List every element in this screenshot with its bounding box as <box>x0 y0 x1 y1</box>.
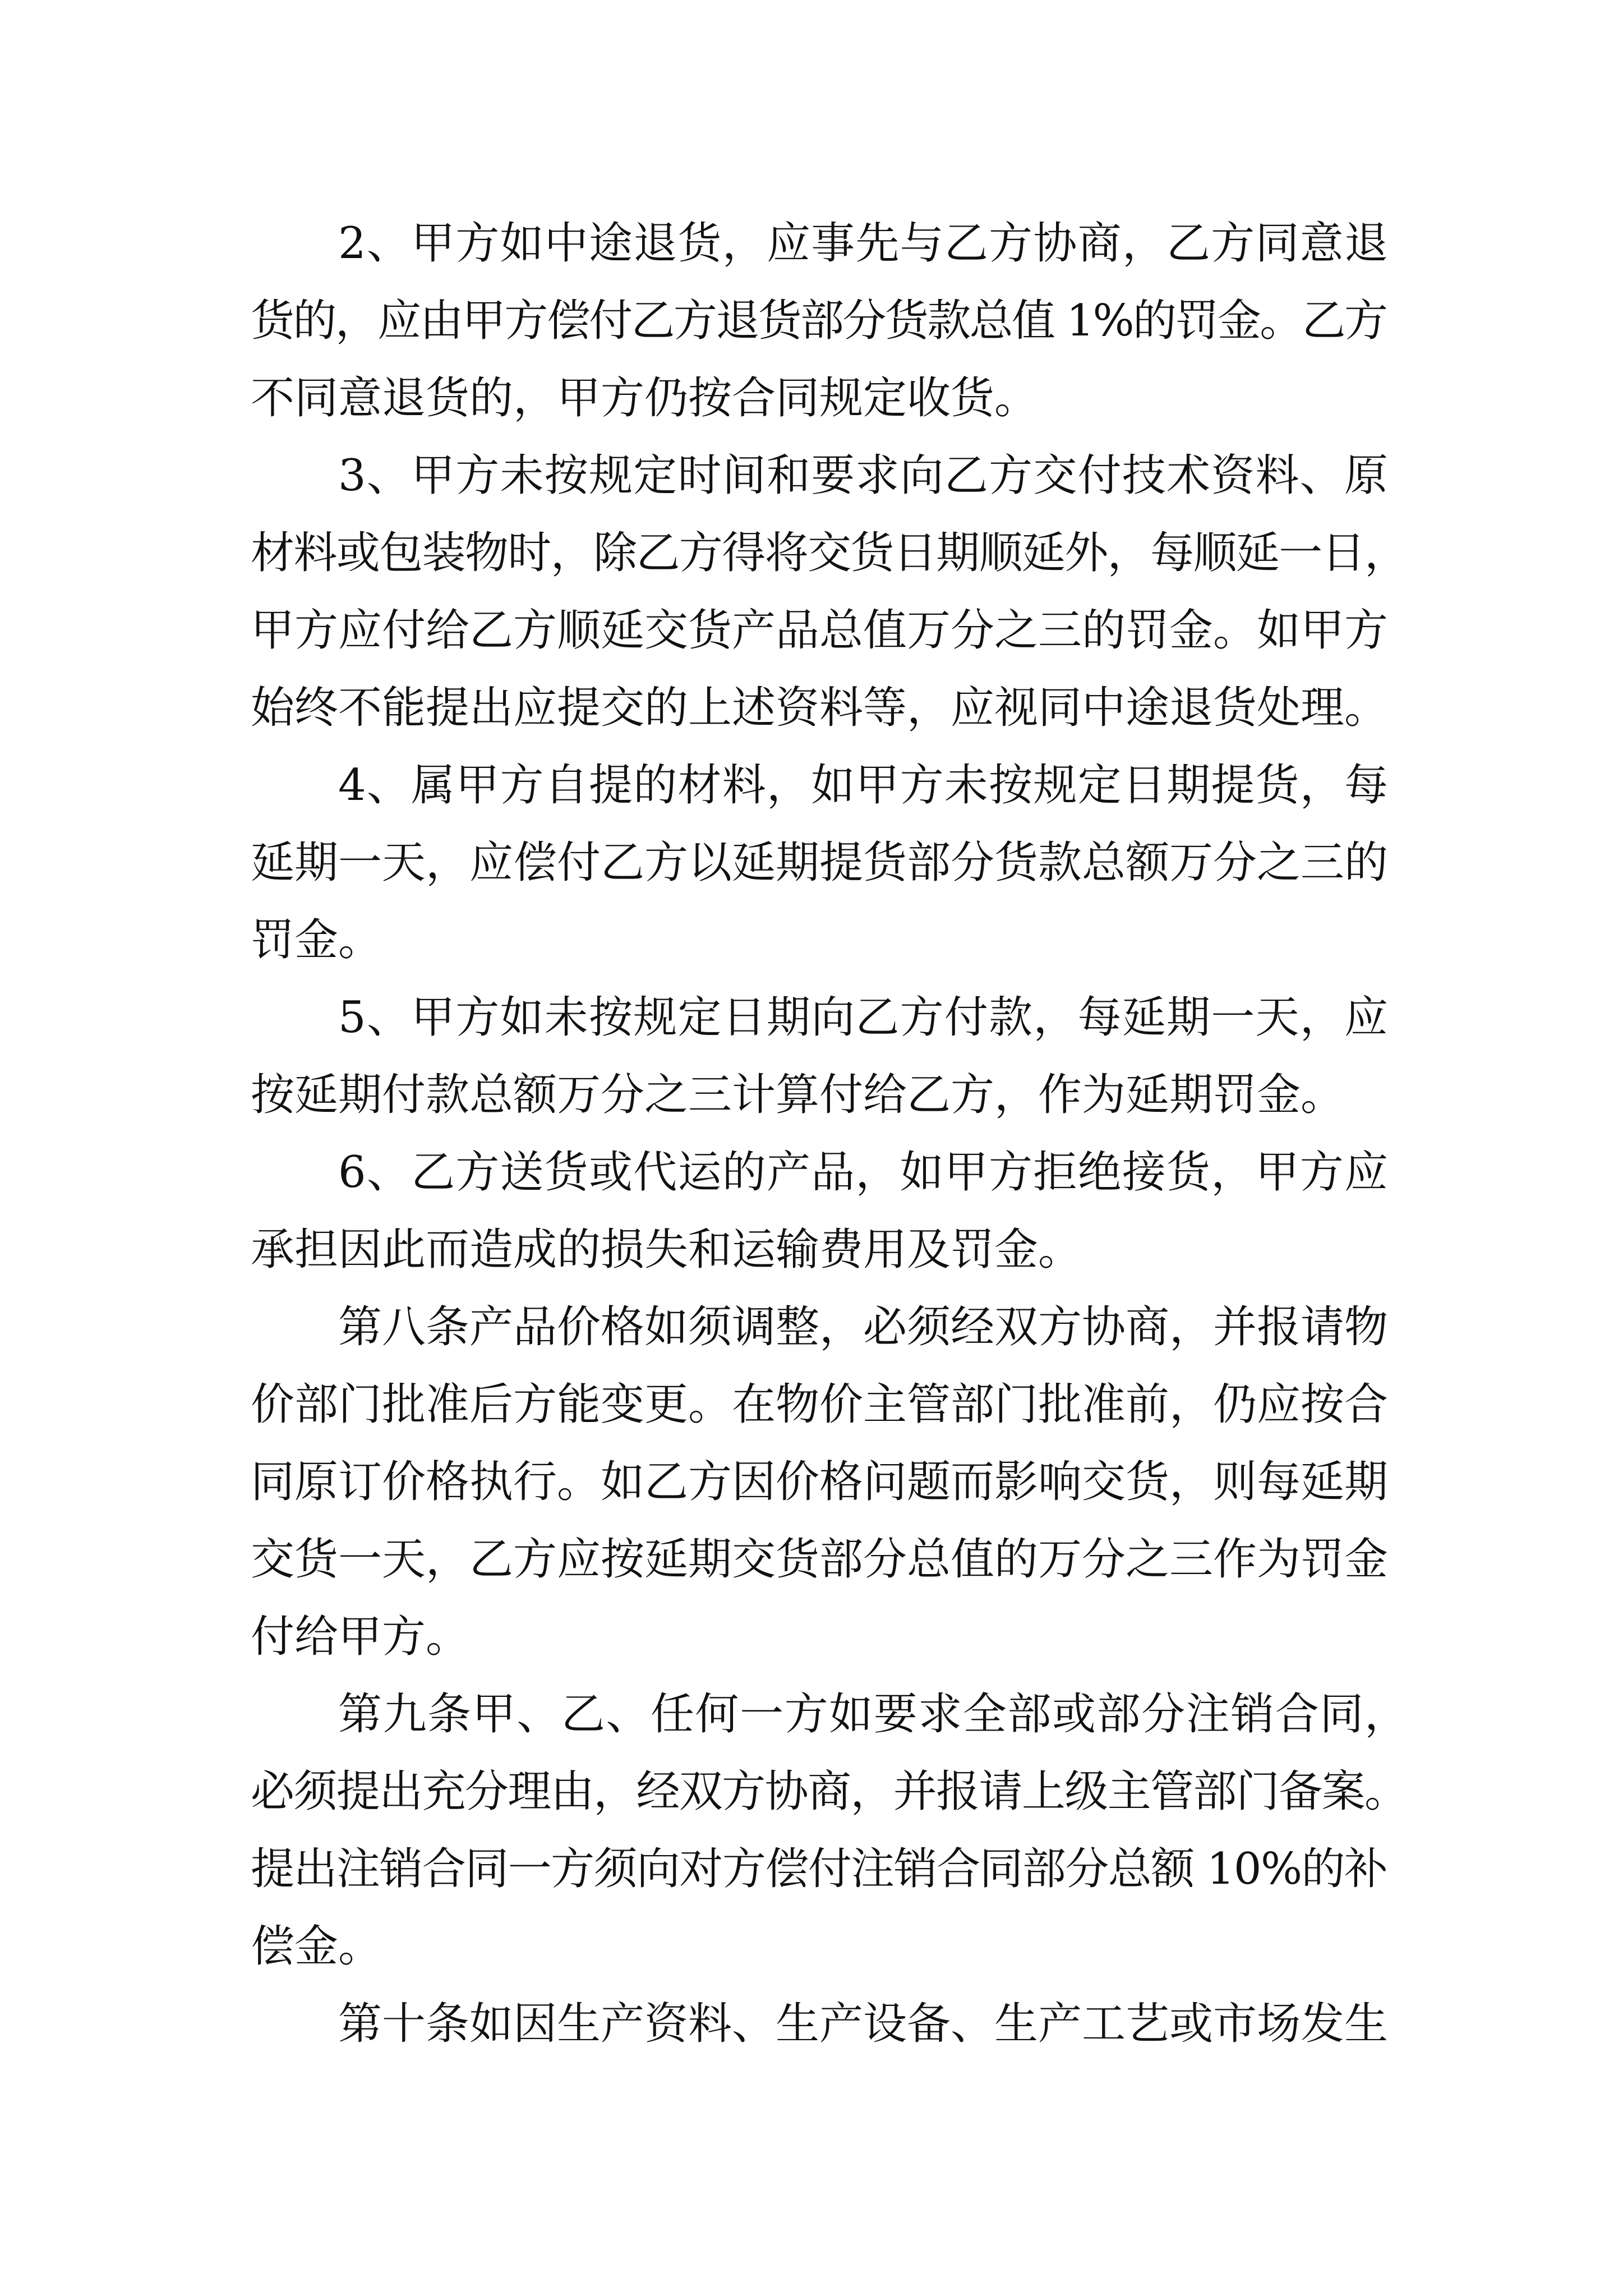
paragraph-article-10 <box>251 1985 1388 2063</box>
text-line <box>251 824 1388 901</box>
text-line <box>251 592 1388 669</box>
text-line-content: 提出注销合同一方须向对方偿付注销合同部分总额 10%的补 <box>251 1844 1387 1894</box>
text-line-content: 罚金。 <box>251 915 382 965</box>
text-line-content: 按延期付款总额万分之三计算付给乙方，作为延期罚金。 <box>251 1070 1345 1120</box>
text-line <box>251 1598 1388 1676</box>
paragraph-article-9 <box>251 1676 1409 1985</box>
text-line-content: 2、甲方如中途退货，应事先与乙方协商，乙方同意退 <box>338 218 1389 269</box>
text-line-content: 4、属甲方自提的材料，如甲方未按规定日期提货，每 <box>338 760 1389 811</box>
text-line <box>251 1830 1388 1908</box>
text-line <box>251 1443 1388 1521</box>
text-line <box>251 514 1408 592</box>
text-line <box>251 747 1388 824</box>
text-line-content: 同原订价格执行。如乙方因价格问题而影响交货，则每延期 <box>251 1457 1388 1507</box>
text-line <box>251 437 1388 514</box>
text-line-content: 5、甲方如未按规定日期向乙方付款，每延期一天，应 <box>338 992 1389 1043</box>
paragraph-refuse-delivery <box>251 1134 1388 1289</box>
text-line-content: 第十条如因生产资料、生产设备、生产工艺或市场发生 <box>338 1999 1388 2049</box>
paragraph-technical-materials <box>251 437 1408 747</box>
text-line-content: 价部门批准后方能变更。在物价主管部门批准前，仍应按合 <box>251 1379 1388 1430</box>
text-line-content: 第九条甲、乙、任何一方如要求全部或部分注销合同， <box>338 1689 1409 1740</box>
text-line <box>251 1753 1408 1830</box>
text-line <box>251 901 1388 979</box>
text-line-content: 偿金。 <box>251 1921 382 1972</box>
paragraph-late-payment <box>251 979 1388 1134</box>
text-line-content: 始终不能提出应提交的上述资料等，应视同中途退货处理。 <box>251 683 1389 733</box>
text-line-content: 货的，应由甲方偿付乙方退货部分货款总值 1%的罚金。乙方 <box>251 296 1387 346</box>
text-line <box>251 1134 1388 1211</box>
text-line-content: 材料或包装物时，除乙方得将交货日期顺延外，每顺延一日， <box>251 528 1408 578</box>
text-line <box>251 1676 1409 1753</box>
text-line <box>251 669 1388 747</box>
text-line <box>251 979 1388 1056</box>
text-line <box>251 205 1388 282</box>
text-line <box>251 282 1388 360</box>
text-line-content: 延期一天，应偿付乙方以延期提货部分货款总额万分之三的 <box>251 838 1388 888</box>
text-line-content: 承担因此而造成的损失和运输费用及罚金。 <box>251 1225 1082 1275</box>
text-line-content: 不同意退货的，甲方仍按合同规定收货。 <box>251 373 1039 424</box>
text-line-content: 6、乙方送货或代运的产品，如甲方拒绝接货，甲方应 <box>338 1147 1389 1198</box>
text-line-content: 甲方应付给乙方顺延交货产品总值万分之三的罚金。如甲方 <box>251 605 1388 656</box>
text-line-content: 第八条产品价格如须调整，必须经双方协商，并报请物 <box>338 1302 1388 1352</box>
text-line <box>251 360 1388 437</box>
text-line-content: 3、甲方未按规定时间和要求向乙方交付技术资料、原 <box>338 450 1389 501</box>
text-line <box>251 1289 1388 1366</box>
text-line <box>251 1366 1388 1443</box>
text-line <box>251 1908 1388 1985</box>
text-line <box>251 1521 1388 1598</box>
text-line <box>251 1056 1388 1134</box>
text-line-content: 交货一天，乙方应按延期交货部分总值的万分之三作为罚金 <box>251 1534 1388 1585</box>
text-line-content: 付给甲方。 <box>251 1612 470 1662</box>
paragraph-self-pickup <box>251 747 1388 979</box>
text-line <box>251 1985 1388 2063</box>
document-body <box>251 205 1409 2063</box>
paragraph-return-goods <box>251 205 1388 437</box>
text-line-content: 必须提出充分理由，经双方协商，并报请上级主管部门备案。 <box>251 1766 1408 1817</box>
paragraph-article-8 <box>251 1289 1388 1676</box>
text-line <box>251 1211 1388 1289</box>
